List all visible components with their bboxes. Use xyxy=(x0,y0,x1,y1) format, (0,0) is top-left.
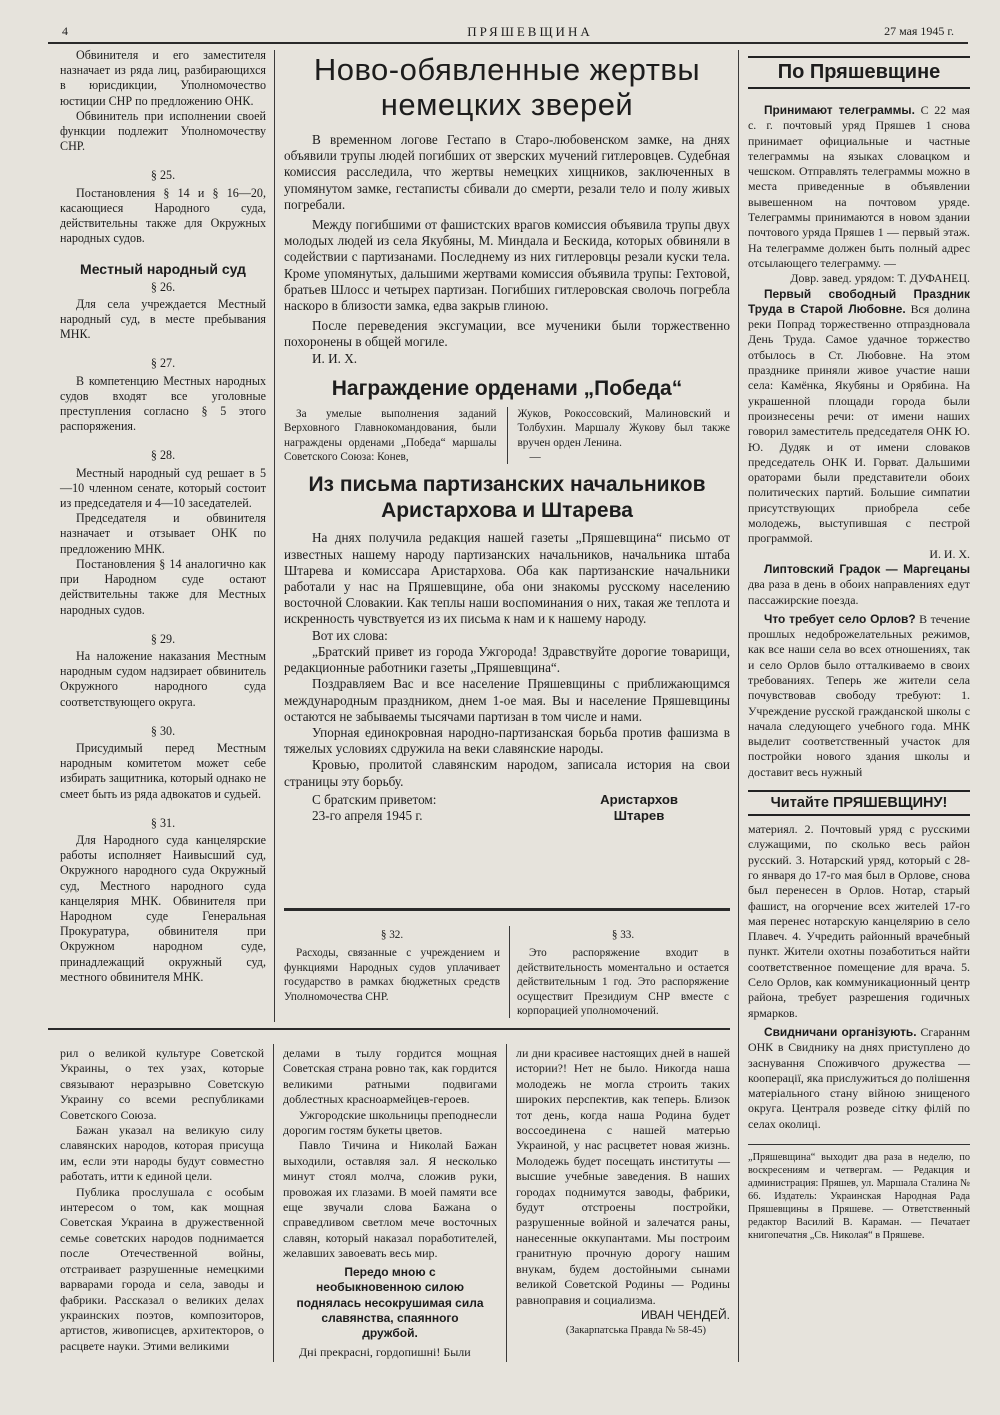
headline-awards: Награждение орденами „Победа“ xyxy=(331,376,683,400)
section-29: § 29. xyxy=(150,631,176,646)
letter-p1: На днях получила редакция нашей газеты „Пряшевщина“ письмо от известных нашему народу партизанских начальников, начальника штаба Штарева и комиссара Аристархова. Оба как партизанские начальники работали у нас на Пряшевщине, оба они знакомы русскому населению восточной Словакии. Как теплы наши воспоминания о них, такая же теплота и искренность чувствуется из их письма к нам и к нашему народу. xyxy=(284,530,730,627)
letter-date: 23-го апреля 1945 г. xyxy=(312,807,423,823)
awards-divider xyxy=(507,407,508,465)
bottom-divider-1 xyxy=(273,1044,274,1362)
news-orlov-text: В течение прошлых недоброжелательных режимов, как все наши села во всех отношениях, так и село Орлов было отталкиваемо в своих требованиях. Теперь же жители села почувствовав свободу требуют: 1. Учреждение русской гражданской школы с начала следующего учебного года. МНК выделит соответственный участок для постройки нового здания школы и доставит весь нужный xyxy=(748,611,971,779)
local-court-heading: Местный народный суд xyxy=(80,261,246,278)
bottom-col2-p1: делами в тылу гордится мощная Советская страна ровно так, как гордится великими ратными подвигами доблестных красноармейцев-героев. xyxy=(283,1046,497,1107)
awards-end: — xyxy=(529,451,541,464)
section-25-text: Постановления § 14 и § 16—20, касающиеся Народного суда, действительны также для Окружных народных судов. xyxy=(60,185,266,246)
bottom-section-rule xyxy=(48,1028,730,1030)
bottom-col1-p3: Публика прослушала с особым интересом о том, как мощная Советская Украина в дружественной семье советских народов поднимается после Отечественной войны, отстраивает разрушенные немецкими варварами города и села, заводы и фабрики. Рассказал о великих делах украинских поэтов, композиторов, артистов, живописцев, архитекторов, о расцвете науки. Этими великими xyxy=(60,1184,264,1353)
bottom-column-2 xyxy=(283,1046,497,1360)
section-31: § 31. xyxy=(150,815,176,830)
bottom-col3-p1: ли дни красивее настоящих дней в нашей истории?! Нет не было. Никогда наша молодежь не могла строить таких широких перспектив, как теперь. Близок тот день, когда наша Родина будет воссоединена с нашей матерью Украиной, у нас расцветет новая жизнь. Молодежь будет посещать институты — высшие учебные заведения. В наших городах поднимутся заводы, фабрики, будут отстроены постройки, разрушенные войной и залечатся раны, нанесенные оккупантами. Мы построим гранитную прочную дорогу нашим внукам, будем достойными сынами великой Советской Родины — Родины равноправия и социализма. xyxy=(516,1046,730,1307)
bottom-col2-p4: Дні прекрасні, гордопишні! Были xyxy=(299,1344,471,1359)
headline-letter: Из письма партизанских начальников Аристархова и Штарева xyxy=(308,473,706,523)
section-33: § 33. xyxy=(611,929,635,941)
news-labour-day-text: Вся долина реки Попрад торжественно отпраздновала День Труда. Самое удачное торжество отбылось в Ст. Любовне. На этом празднике приняли живое участие наши села: Камёнка, Якубяны и Орябина. На украшенной площади города были произнесены речи: от имени наших говорил заместитель председателя ОНК Ю. Ю. Дудяк и от имени словаков председатель ОНК И. Горват. Дальшими ораторами были представители обоих политических партий. Большие симпатии присутствующих приобрела себе молодежь, выступившая с пестрой программой. xyxy=(748,301,970,546)
bottom-column-3 xyxy=(516,1046,730,1339)
section-33-text: Это распоряжение входит в действительность моментально и остается действительным 1 год. Это распоряжение осуществит Президиум СНР вместе с корпорацией уполномочений. xyxy=(517,947,729,1018)
news-svidnik-text: Сгараннм ОНК в Свиднику на днях приступлено до заснування Споживчого дружества — кооперації, яка прислужиться до полішення матеріального стану війною знищеного округа. Централя розведе сітку філій по селах околиці. xyxy=(748,1024,970,1131)
victims-p1: В временном логове Гестапо в Старо-любовенском замке, на днях объявили трупы людей погибших от зверских мучений гитлеровцев. Судебная комиссия расследила, что жертвы немецких хищников, заключенных в упомянутом замке, гестаписты сбивали до смерти, резали тело и полу живых погребали. xyxy=(284,132,730,212)
letter-p5: Упорная единокровная народно-партизанская борьба против фашизма в тяжелых условиях сдружила на веки славянские народы. xyxy=(284,724,730,757)
bottom-col1-p2: Бажан указал на великую силу славянских народов, которая присуща им, если эти народы будут совместно работать, итти к единой цели. xyxy=(60,1123,264,1184)
section-28: § 28. xyxy=(150,448,176,463)
left-intro2: Обвинитель при исполнении своей функции подлежит Уполномочеству СНР. xyxy=(60,108,266,154)
column-divider-left xyxy=(274,50,275,1022)
read-prjashevschina-heading: Читайте ПРЯШЕВЩИНУ! xyxy=(748,790,970,816)
letter-p4: Поздравляем Вас и все население Пряшевщины с приближающимся международным праздником, днем 1-ое мая. Вы и население Пряшевщины остаются не забываемы тысячами партизан в том числе и нами. xyxy=(284,676,730,724)
source-note: (Закарпатська Правда № 58-45) xyxy=(565,1325,706,1337)
section-30-text: Присудимый перед Местным народным комитетом может себе избирать защитника, который однако не смеет быть из ряда адвокатов и судьей. xyxy=(60,740,266,801)
letter-p2: Вот их слова: xyxy=(312,627,388,643)
news-telegrams-title: Принимают телеграммы. xyxy=(764,103,915,117)
awards-left: За умелые выполнения заданий Верховного Главнокомандования, были награждены орденами „Победа“ маршалы Советского Союза: Конев, xyxy=(284,407,497,464)
signature-aristarkhov: Аристархов xyxy=(600,791,678,807)
header-rule xyxy=(48,42,968,44)
section-25: § 25. xyxy=(150,168,176,183)
news-labour-day-sign: И. И. Х. xyxy=(929,546,970,561)
bottom-divider-2 xyxy=(506,1044,507,1362)
victims-p2: Между погибшими от фашистских врагов комиссия объявила трупы двух молодых людей из села Якубяны, М. Миндала и Бескида, которых обвиняли в содействии с партизанами. Последнему из них гитлеровцы резали куски тела. Кроме упомянутых, дальшими жертвами комиссия объявила трупы: Гехтовой, братьев Шлосс и четырех партизан. Погибших гитлеровская сволочь погребла наскоро в близости замка, едва закрыв глиною. xyxy=(284,217,730,314)
right-column xyxy=(748,56,970,1242)
section-32-block xyxy=(284,928,500,1004)
news-svidnik-title: Свидничани організують. xyxy=(764,1024,917,1039)
news-telegrams-sign: Довр. завед. урядом: Т. ДУФАНЕЦ. xyxy=(790,271,970,286)
center-bottom-divider xyxy=(509,926,510,1018)
section-26: § 26. xyxy=(150,279,176,294)
letter-p3: „Братский привет из города Ужгорода! Здравствуйте дорогие товарищи, редакционные работники газеты „Пряшевщина“. xyxy=(284,643,730,676)
news-trains-text: два раза в день в обоих направлениях едут пассажирские поезда. xyxy=(748,577,970,607)
newspaper-title: ПРЯШЕВЩИНА xyxy=(467,24,593,39)
author-signature: ИВАН ЧЕНДЕЙ. xyxy=(641,1307,730,1322)
victims-sign: И. И. Х. xyxy=(312,350,358,366)
news-telegrams-text: С 22 мая с. г. почтовый уряд Пряшев 1 снова принимает официальные и частные телеграммы на языках словацком и чешском. Отправлять телеграммы можно в места приведенные в объявлении вывешенном на почтовом уряде. Телеграммы принимаются в новом здании почтового уряда Пряшев 1 — первый этаж. На телеграмме должен быть полный адрес отсылающего телеграмму. — xyxy=(748,103,970,270)
section-31-text: Для Народного суда канцелярские работы исполняет Наивысший суд, Окружного народного суда Окружный суд, Местного народного суда канцелярия МНК. Обвинителя при Народном суде Генеральная Прокуратура, обвинителя при Окружном народном суде, принадлежащий окружный суд, местного обвинителя МНК. xyxy=(60,832,266,984)
section-28-text2: Председателя и обвинителя назначает и отзывает ОНК по предложению МНК. xyxy=(60,511,266,556)
section-32: § 32. xyxy=(380,929,404,941)
headline-victims: Ново-обявленные жертвы немецких зверей xyxy=(313,52,701,122)
imprint: „Пряшевщина“ выходит два раза в неделю, по воскресениям и четвергам. — Редакция и администрация: Пряшев, ул. Маршала Сталина № 66. Издатель: Украинская Народная Рада Пряшевщины в Пряшеве. — Ответственный редактор Василий В. Караман. — Печатает книгопечатня „Св. Николая“ в Пряшеве. xyxy=(748,1152,970,1241)
bottom-col2-p3: Павло Тичина и Николай Бажан выходили, оставляя зал. Я несколько минут стоял молча, сложив руки, провожая их глазами. В моей памяти все еще звучали слова Бажана о справедливом светлом мече восточных славян, который наказал поработителей, желавших завоевать весь мир. xyxy=(283,1138,497,1261)
victims-p3: После переведения эксгумации, все мученики были торжественно похоронены в общей могиле. xyxy=(284,318,730,350)
awards-right: Жуков, Рокоссовский, Малиновский и Толбухин. Маршалу Жукову был также вручен орден Ленина. xyxy=(517,407,730,449)
section-28-text3: Постановления § 14 аналогично как при Народном суде остают действительны также для Местных народных судов. xyxy=(60,556,266,617)
letter-p6: Кровью, пролитой славянским народом, записала история на свои страницы эту борьбу. xyxy=(284,757,730,789)
center-rule xyxy=(284,908,730,911)
section-27: § 27. xyxy=(150,356,176,371)
section-33-block xyxy=(517,928,729,1018)
letter-closing: С братским приветом: xyxy=(312,791,437,807)
section-27-text: В компетенцию Местных народных судов входят все уголовные преступления согласно § 5 этого распоряжения. xyxy=(60,373,266,434)
issue-date: 27 мая 1945 г. xyxy=(884,24,954,38)
section-26-text: Для села учреждается Местный народный суд, в месте пребывания МНК. xyxy=(60,296,266,342)
section-32-text: Расходы, связанные с учреждением и функциями Народных судов уплачивает государство в рамках бюджетных средств Уполномочества СНР. xyxy=(284,947,500,1003)
section-29-text: На наложение наказания Местным народным судом надзирает обвинитель Окружного народного суда соответствующего округа. xyxy=(60,648,266,709)
section-30: § 30. xyxy=(150,723,176,738)
bottom-column-1 xyxy=(60,1046,264,1354)
left-intro: Обвинителя и его заместителя назначает из ряда лиц, разбирающихся в юрисдикции, Уполномочество юстиции СНР по предложению ОНК. xyxy=(60,48,266,108)
news-orlov-title: Что требует село Орлов? xyxy=(764,611,916,626)
section-28-text: Местный народный суд решает в 5—10 членном сенате, который состоит из председателя и 4—10 заседателей. xyxy=(60,465,266,511)
prjashevschina-heading: По Пряшевщине xyxy=(748,56,970,89)
center-column xyxy=(284,52,730,824)
bottom-col2-bold: Передо мною с необыкновенною силою поднялась несокрушимая сила славянства, спаянного дружбой. xyxy=(296,1264,484,1341)
news-orlov-continued: материял. 2. Почтовый уряд с русскими служащими, по сколько весь район русский. 3. Нотарский уряд, который с 28-го января до 17-го мая был в Орлове, снова был перенесен в Орлов. Нотар, старый фашист, на огорчение всех жителей 17-го мая перенес нотарскую канцелярию в село Плавеч. 4. Учредить районный врачебный пункт. Жители охотны позаботиться найти соответственное помещение для врача. 5. Село Орлов, как коммуникационный центр района, требует разрешения годичных ярмарков. xyxy=(748,822,970,1020)
page-number: 4 xyxy=(62,24,68,38)
news-trains-title: Липтовский Градок — Маргецаны xyxy=(764,561,970,576)
left-column xyxy=(60,48,266,985)
signature-sharev: Штарев xyxy=(613,807,665,823)
column-divider-right xyxy=(738,50,739,1362)
news-labour-day-title: Первый свободный Праздник Труда в Старой Любовне. xyxy=(748,286,970,316)
bottom-col2-p2: Ужгородские школьницы преподнесли дорогим гостям букеты цветов. xyxy=(283,1107,497,1138)
bottom-col1-p1: рил о великой культуре Советской Украины, о тех узах, которые связывают неразрывно Советскую Украину со всеми республиками Советского Союза. xyxy=(60,1046,264,1122)
